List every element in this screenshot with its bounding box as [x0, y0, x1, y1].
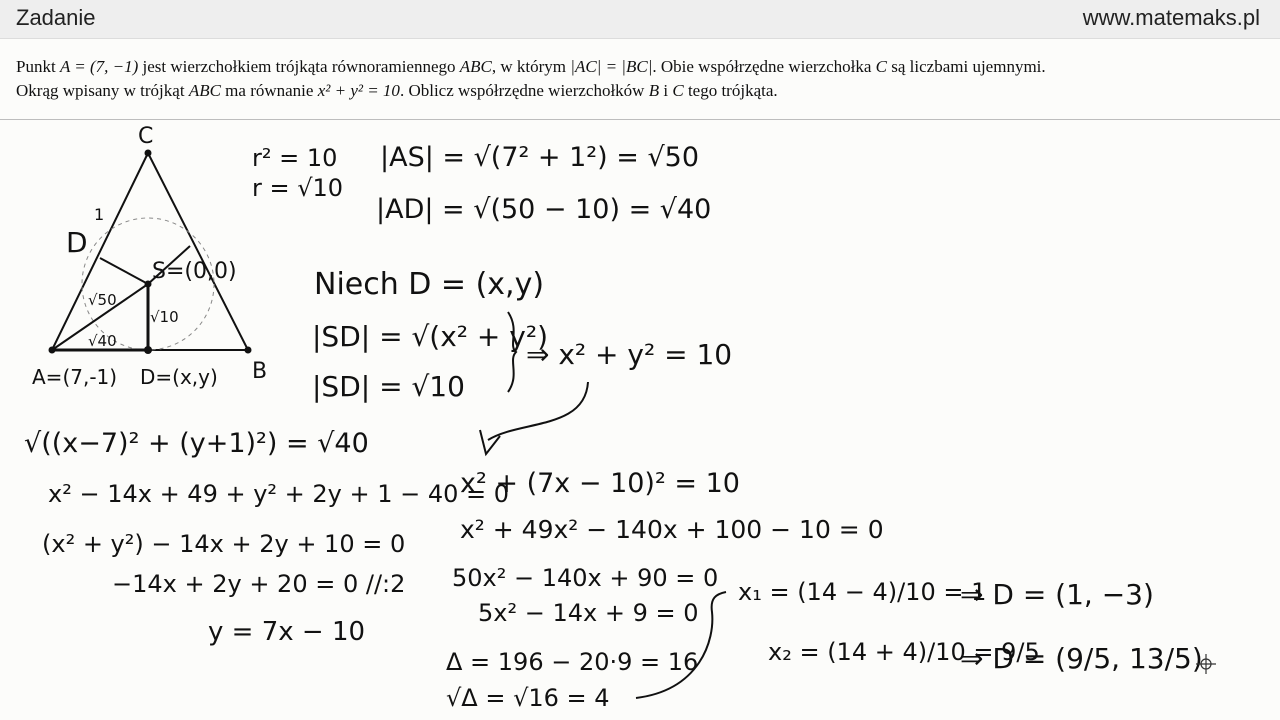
- reduced-equation: −14x + 2y + 20 = 0 //:2: [112, 570, 406, 598]
- label-s: S=(0,0): [152, 259, 237, 284]
- point-a: [49, 347, 56, 354]
- sd-value: |SD| = √10: [312, 370, 465, 403]
- substitution: x² + (7x − 10)² = 10: [460, 468, 740, 499]
- quadratic-2: 5x² − 14x + 9 = 0: [478, 599, 699, 627]
- site-link[interactable]: www.matemaks.pl: [1082, 5, 1260, 30]
- label-side-sqrt40: √40: [88, 332, 117, 350]
- arrow-head: [480, 430, 500, 454]
- grouped-equation: (x² + y²) − 14x + 2y + 10 = 0: [42, 530, 406, 558]
- label-c: C: [138, 124, 154, 149]
- problem-text: jest wierzchołkiem trójkąta równoramiennego: [138, 57, 460, 76]
- label-b: B: [252, 359, 268, 384]
- line-equation: y = 7x − 10: [208, 617, 366, 647]
- problem-math: C: [875, 57, 888, 76]
- problem-math: |AC| = |BC|: [570, 57, 653, 76]
- page-title: Zadanie: [16, 5, 96, 30]
- label-side-sqrt50: √50: [88, 291, 117, 309]
- problem-math: A = (7, −1): [59, 57, 139, 76]
- distance-equation: √((x−7)² + (y+1)²) = √40: [24, 428, 369, 459]
- point-s: [145, 281, 152, 288]
- point-d: [144, 346, 152, 354]
- point-d1: ⇒ D = (1, −3): [960, 578, 1154, 611]
- niech-d: Niech D = (x,y): [314, 267, 545, 302]
- problem-text: . Oblicz współrzędne wierzchołków: [399, 81, 649, 100]
- label-d-prime-mark: 1: [94, 205, 105, 224]
- problem-text: tego trójkąta.: [683, 81, 778, 100]
- root-x2: x₂ = (14 + 4)/10 = 9/5: [768, 638, 1040, 666]
- problem-math: B: [648, 81, 660, 100]
- label-d: D=(x,y): [140, 365, 218, 389]
- label-radius-sqrt10: √10: [150, 308, 179, 326]
- point-b: [245, 347, 252, 354]
- problem-text: są liczbami ujemnymi.: [887, 57, 1046, 76]
- problem-text: , w którym: [491, 57, 571, 76]
- label-a: A=(7,-1): [32, 365, 118, 389]
- problem-math: ABC: [188, 81, 221, 100]
- sqrt-delta: √Δ = √16 = 4: [446, 684, 610, 712]
- implies-circle: ⇒ x² + y² = 10: [526, 338, 733, 371]
- expanded-equation: x² − 14x + 49 + y² + 2y + 1 − 40 = 0: [48, 480, 510, 508]
- problem-math: ABC: [459, 57, 492, 76]
- sd-formula: |SD| = √(x² + y²): [312, 320, 549, 353]
- point-c: [145, 150, 152, 157]
- root-x1: x₁ = (14 − 4)/10 = 1: [738, 578, 987, 606]
- as-length: |AS| = √(7² + 1²) = √50: [380, 142, 700, 173]
- problem-text: Punkt: [16, 57, 60, 76]
- problem-text: . Obie współrzędne wierzchołka: [652, 57, 876, 76]
- arrow-curve: [488, 382, 588, 440]
- label-d-prime: D: [66, 226, 88, 259]
- ad-length: |AD| = √(50 − 10) = √40: [376, 194, 712, 225]
- problem-text: ma równanie: [220, 81, 318, 100]
- problem-text: Okrąg wpisany w trójkąt: [16, 81, 189, 100]
- problem-math: x² + y² = 10: [317, 81, 400, 100]
- problem-math: C: [672, 81, 684, 100]
- segment-sd-prime: [100, 258, 148, 284]
- point-d2: ⇒ D = (9/5, 13/5): [960, 642, 1203, 675]
- r-squared: r² = 10: [252, 144, 338, 172]
- problem-text: i: [659, 81, 673, 100]
- quadratic-1: 50x² − 140x + 90 = 0: [452, 564, 719, 592]
- substitution-expanded: x² + 49x² − 140x + 100 − 10 = 0: [460, 515, 884, 544]
- delta: Δ = 196 − 20·9 = 16: [446, 648, 699, 676]
- r-value: r = √10: [252, 174, 344, 202]
